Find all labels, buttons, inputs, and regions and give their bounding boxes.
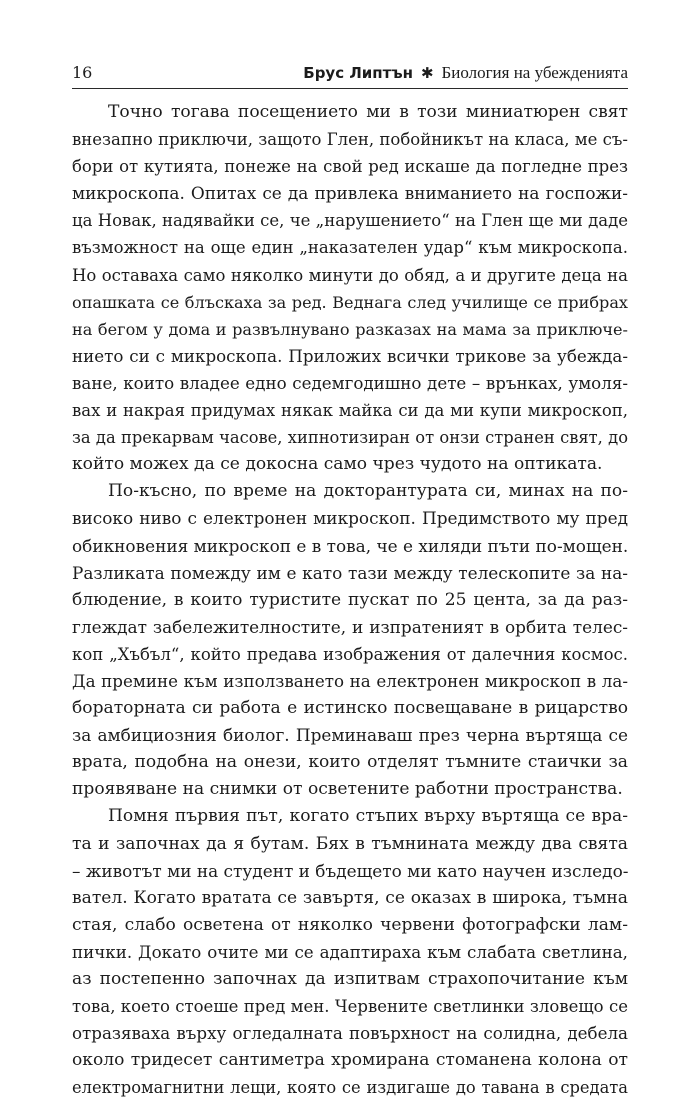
text-line: опашката се блъскаха за ред. Веднага след училище се прибрах bbox=[72, 292, 628, 312]
text-line: обикновения микроскоп е в това, че е хиляди пъти по-мощен. bbox=[72, 535, 628, 556]
text-line: Помня първия път, когато стъпих върху въртяща се вра- bbox=[108, 806, 628, 827]
paragraph-3 bbox=[72, 803, 628, 1101]
text-line: – животът ми на студент и бъдещето ми като научен изследо- bbox=[72, 860, 628, 881]
text-line: за да прекарвам часове, хипнотизиран от онзи странен свят, до bbox=[72, 428, 628, 448]
text-line: нието си с микроскопа. Приложих всички трикове за убежда- bbox=[72, 345, 628, 366]
text-line: възможност на още един „наказателен удар“ към микроскопа. bbox=[72, 238, 628, 258]
text-line: който можех да се докосна само чрез чудото на оптиката. bbox=[72, 454, 603, 475]
text-line: за амбициозния биолог. Преминаваш през черна въртяща се bbox=[72, 725, 628, 746]
text-line: та и започнах да я бутам. Бях в тъмнината между два свята bbox=[72, 833, 628, 854]
text-line: електромагнитни лещи, която се издигаше до тавана в средата bbox=[72, 1078, 628, 1098]
text-line: проявяване на снимки от осветените работни пространства. bbox=[72, 779, 623, 800]
body-text bbox=[72, 99, 628, 1101]
paragraph-1 bbox=[72, 99, 628, 478]
text-line: Да премине към използването на електронен микроскоп в ла- bbox=[72, 670, 628, 691]
page-number: 16 bbox=[72, 63, 93, 82]
text-line: Точно тогава посещението ми в този миниатюрен свят bbox=[108, 102, 628, 122]
text-line: вах и накрая придумах някак майка си да ми купи микроскоп, bbox=[72, 401, 628, 421]
text-line: бори от кутията, понеже на свой ред искаше да погледне през bbox=[72, 157, 628, 177]
text-line: това, което стоеше пред мен. Червените светлинки зловещо се bbox=[72, 997, 628, 1017]
running-header bbox=[72, 60, 628, 89]
text-line: блюдение, в които туристите пускат по 25 цента, за да раз- bbox=[72, 589, 628, 610]
text-line: коп „Хъбъл“, който предава изображения от далечния космос. bbox=[72, 644, 628, 664]
text-line: на бегом у дома и развълнувано разказах на мама за приключе- bbox=[72, 319, 628, 339]
text-line: внезапно приключи, защото Глен, побойникът на класа, ме съ- bbox=[72, 130, 628, 150]
text-line: Разликата помежду им е като тази между телескопите за на- bbox=[72, 562, 628, 583]
text-line: врата, подобна на онези, които отделят тъмните стаички за bbox=[72, 752, 628, 773]
text-line: високо ниво с електронен микроскоп. Предимството му пред bbox=[72, 508, 628, 529]
running-head bbox=[303, 63, 628, 83]
author-name: Брус Липтън bbox=[303, 64, 413, 82]
text-line: стая, слабо осветена от няколко червени фотографски лам- bbox=[72, 914, 628, 935]
text-line: глеждат забележителностите, и изпратеният в орбита телес- bbox=[72, 616, 628, 637]
text-line: ца Новак, надявайки се, че „нарушението“ на Глен ще ми даде bbox=[72, 211, 628, 231]
text-line: Но оставаха само няколко минути до обяд, а и другите деца на bbox=[72, 265, 628, 285]
text-line: По-късно, по време на докторантурата си, минах на по- bbox=[108, 481, 628, 502]
text-line: бораторната си работа е истинско посвещаване в рицарство bbox=[72, 698, 628, 719]
book-title: Биология на убежденията bbox=[441, 63, 628, 82]
text-line: ване, които владее едно седемгодишно дете – врънках, умоля- bbox=[72, 372, 628, 393]
paragraph-2 bbox=[72, 478, 628, 803]
separator-star-icon: ✱ bbox=[420, 64, 434, 82]
text-line: вател. Когато вратата се завъртя, се оказах в широка, тъмна bbox=[72, 887, 628, 908]
text-line: пички. Докато очите ми се адаптираха към слабата светлина, bbox=[72, 941, 628, 962]
text-line: отразяваха върху огледалната повърхност на солидна, дебела bbox=[72, 1023, 628, 1044]
text-line: около тридесет сантиметра хромирана стоманена колона от bbox=[72, 1050, 628, 1071]
text-line: микроскопа. Опитах се да привлека вниманието на госпожи- bbox=[72, 183, 628, 204]
text-line: аз постепенно започнах да изпитвам страхопочитание към bbox=[72, 969, 628, 989]
